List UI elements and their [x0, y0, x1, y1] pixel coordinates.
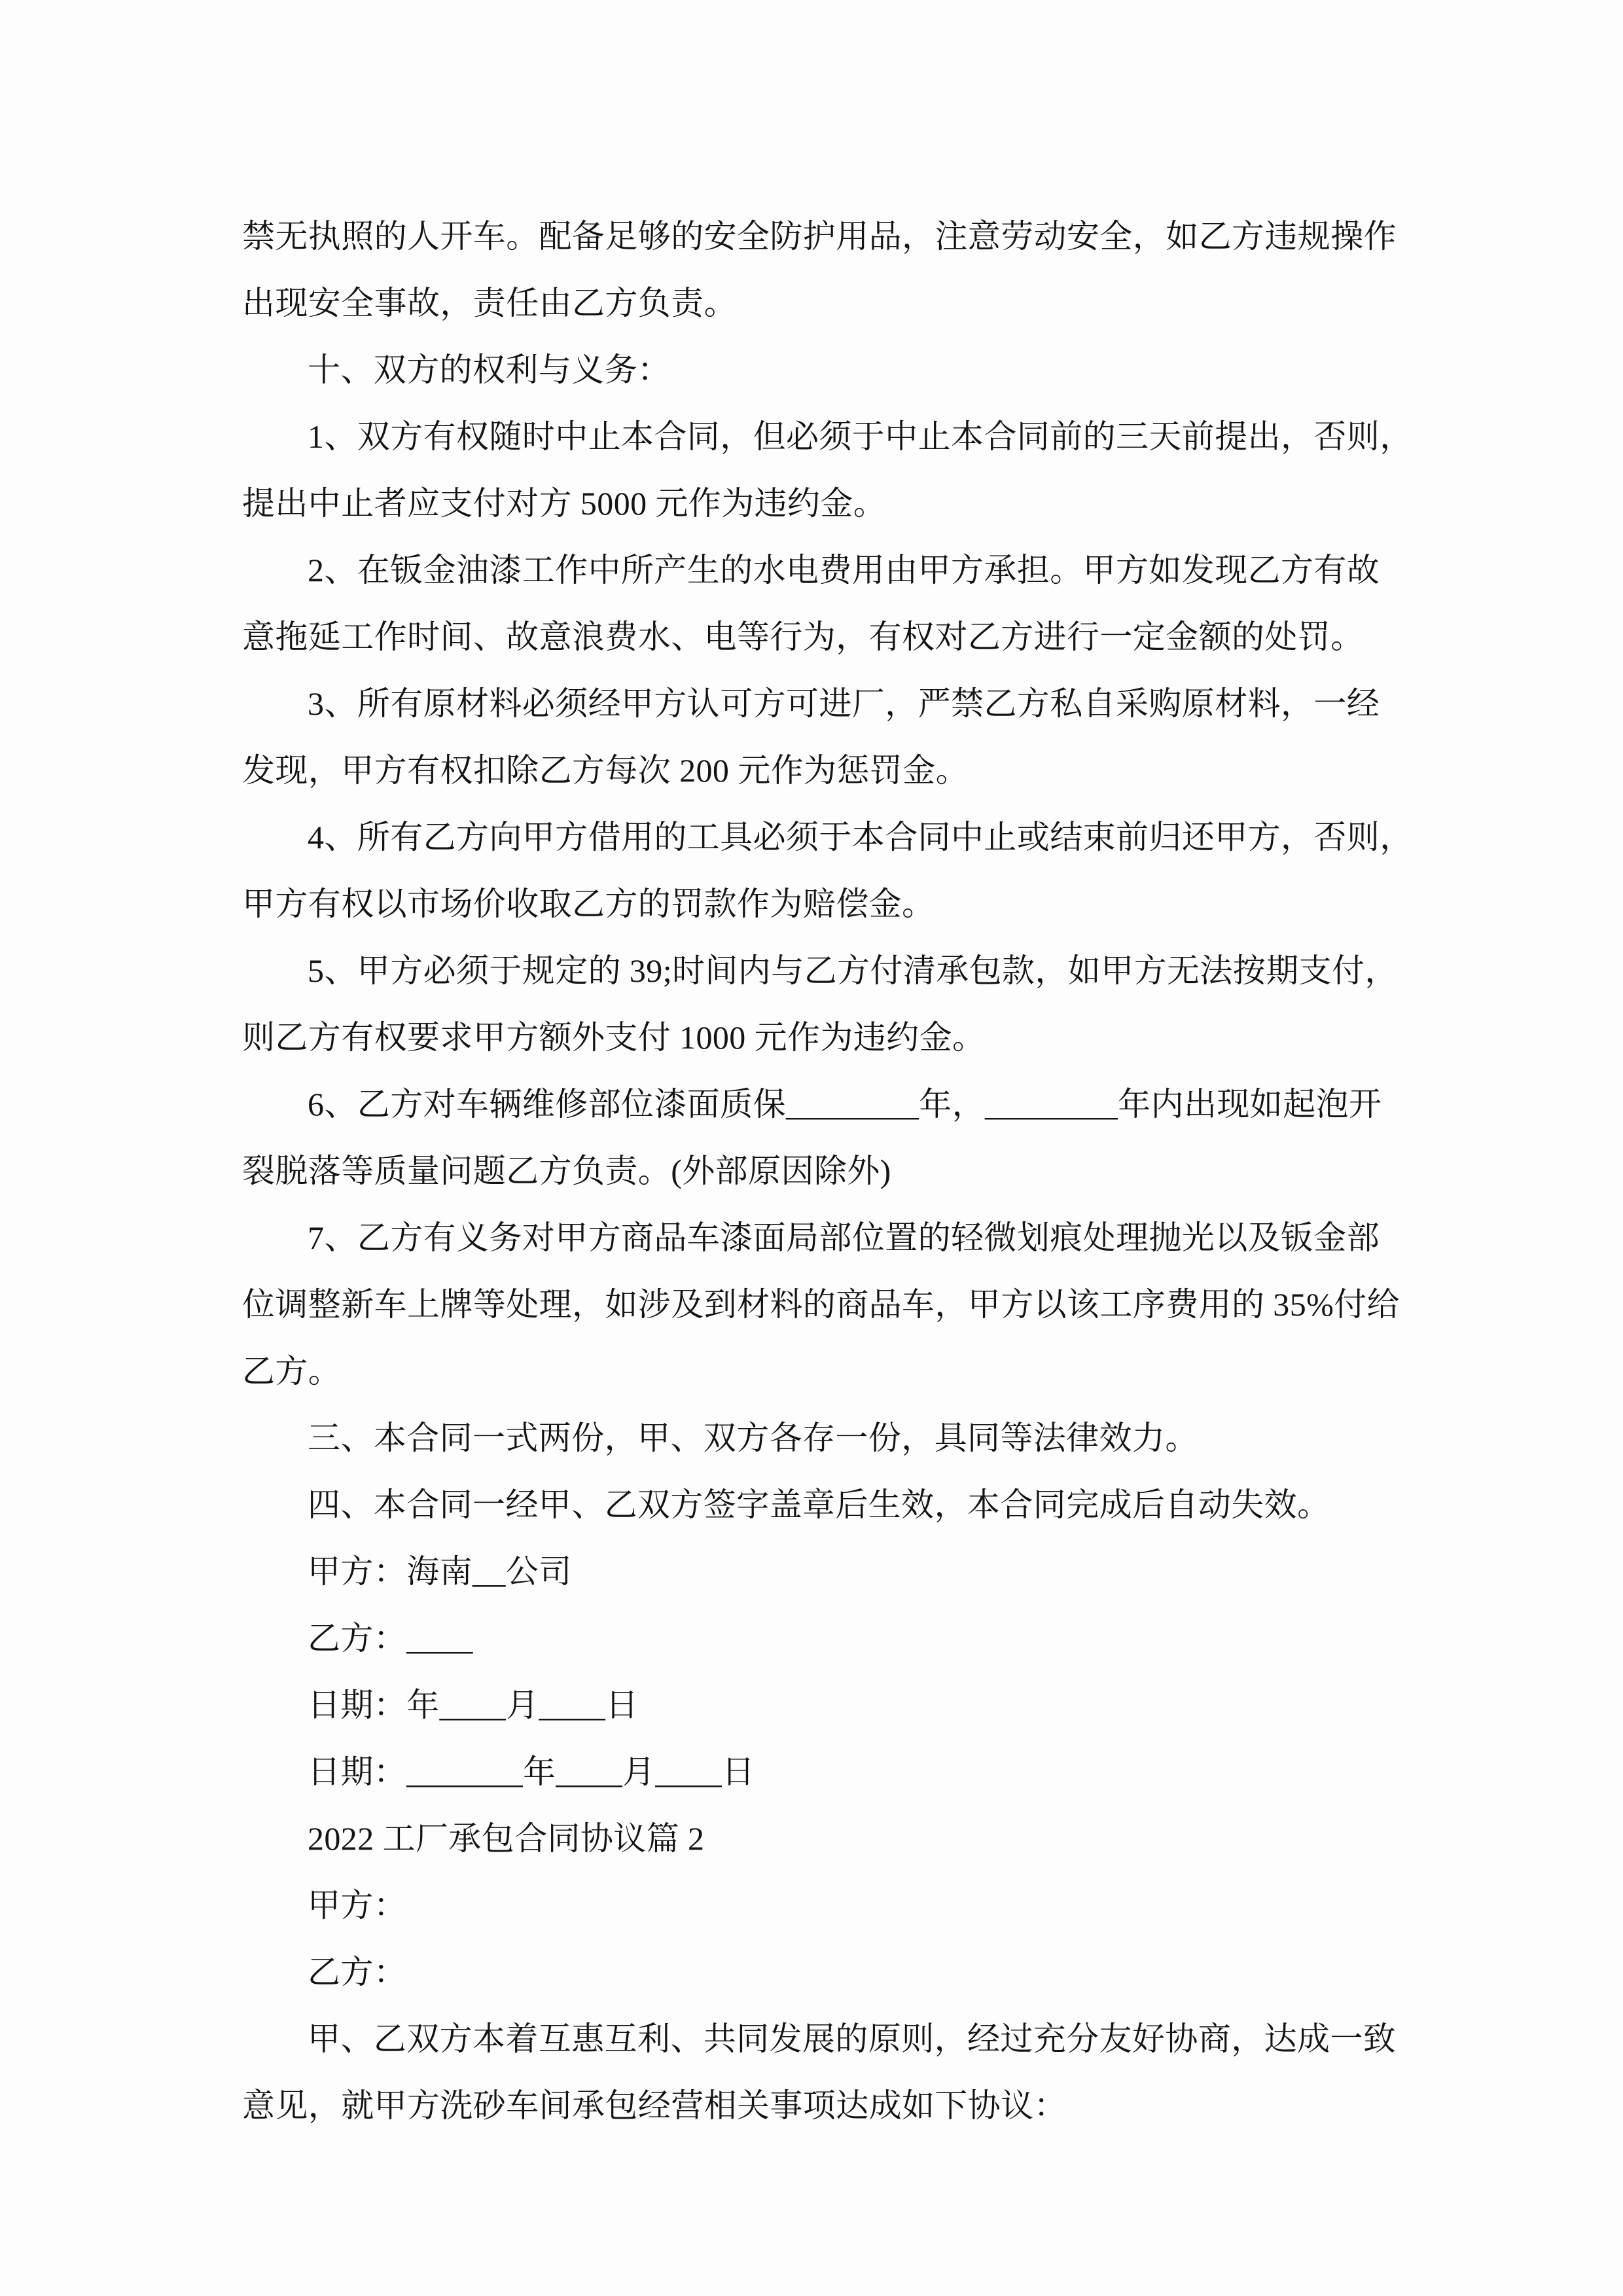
document-line: 意拖延工作时间、故意浪费水、电等行为，有权对乙方进行一定金额的处罚。 — [242, 619, 1364, 655]
document-line: 乙方： — [308, 1954, 407, 1990]
document-line: 发现，甲方有权扣除乙方每次 200 元作为惩罚金。 — [242, 752, 969, 789]
document-line: 乙方：____ — [308, 1620, 473, 1657]
document-line: 四、本合同一经甲、乙双方签字盖章后生效，本合同完成后自动失效。 — [308, 1486, 1330, 1523]
document-line: 甲方：海南__公司 — [308, 1553, 572, 1590]
document-line: 4、所有乙方向甲方借用的工具必须于本合同中止或结束前归还甲方，否则， — [308, 819, 1413, 855]
document-line: 6、乙方对车辆维修部位漆面质保________年，________年内出现如起泡开 — [308, 1086, 1382, 1122]
document-line: 2022 工厂承包合同协议篇 2 — [308, 1820, 705, 1857]
document-line: 3、所有原材料必须经甲方认可方可进厂，严禁乙方私自采购原材料，一经 — [308, 685, 1380, 722]
document-line: 十、双方的权利与义务： — [308, 351, 671, 388]
document-line: 则乙方有权要求甲方额外支付 1000 元作为违约金。 — [242, 1019, 986, 1056]
document-line: 甲方： — [308, 1887, 407, 1924]
document-line: 位调整新车上牌等处理，如涉及到材料的商品车，甲方以该工序费用的 35%付给 — [242, 1286, 1400, 1323]
document-line: 甲、乙双方本着互惠互利、共同发展的原则，经过充分友好协商，达成一致 — [308, 2020, 1397, 2057]
document-line: 日期：_______年____月____日 — [308, 1753, 755, 1790]
document-line: 2、在钣金油漆工作中所产生的水电费用由甲方承担。甲方如发现乙方有故 — [308, 552, 1380, 588]
document-line: 日期：年____月____日 — [308, 1687, 639, 1723]
document-line: 甲方有权以市场价收取乙方的罚款作为赔偿金。 — [242, 886, 935, 922]
document-line: 1、双方有权随时中止本合同，但必须于中止本合同前的三天前提出，否则， — [308, 418, 1413, 455]
document-line: 出现安全事故，责任由乙方负责。 — [242, 285, 737, 321]
document-line: 三、本合同一式两份，甲、双方各存一份，具同等法律效力。 — [308, 1420, 1198, 1456]
document-line: 裂脱落等质量问题乙方负责。(外部原因除外) — [242, 1153, 891, 1189]
document-line: 禁无执照的人开车。配备足够的安全防护用品，注意劳动安全，如乙方违规操作 — [242, 218, 1397, 255]
document-text-block — [242, 203, 1413, 2139]
document-line: 乙方。 — [242, 1353, 342, 1390]
document-line: 5、甲方必须于规定的 39;时间内与乙方付清承包款，如甲方无法按期支付， — [308, 952, 1398, 989]
document-line: 提出中止者应支付对方 5000 元作为违约金。 — [242, 485, 887, 522]
document-line: 意见，就甲方洗砂车间承包经营相关事项达成如下协议： — [242, 2087, 1067, 2124]
document-line: 7、乙方有义务对甲方商品车漆面局部位置的轻微划痕处理抛光以及钣金部 — [308, 1219, 1380, 1256]
